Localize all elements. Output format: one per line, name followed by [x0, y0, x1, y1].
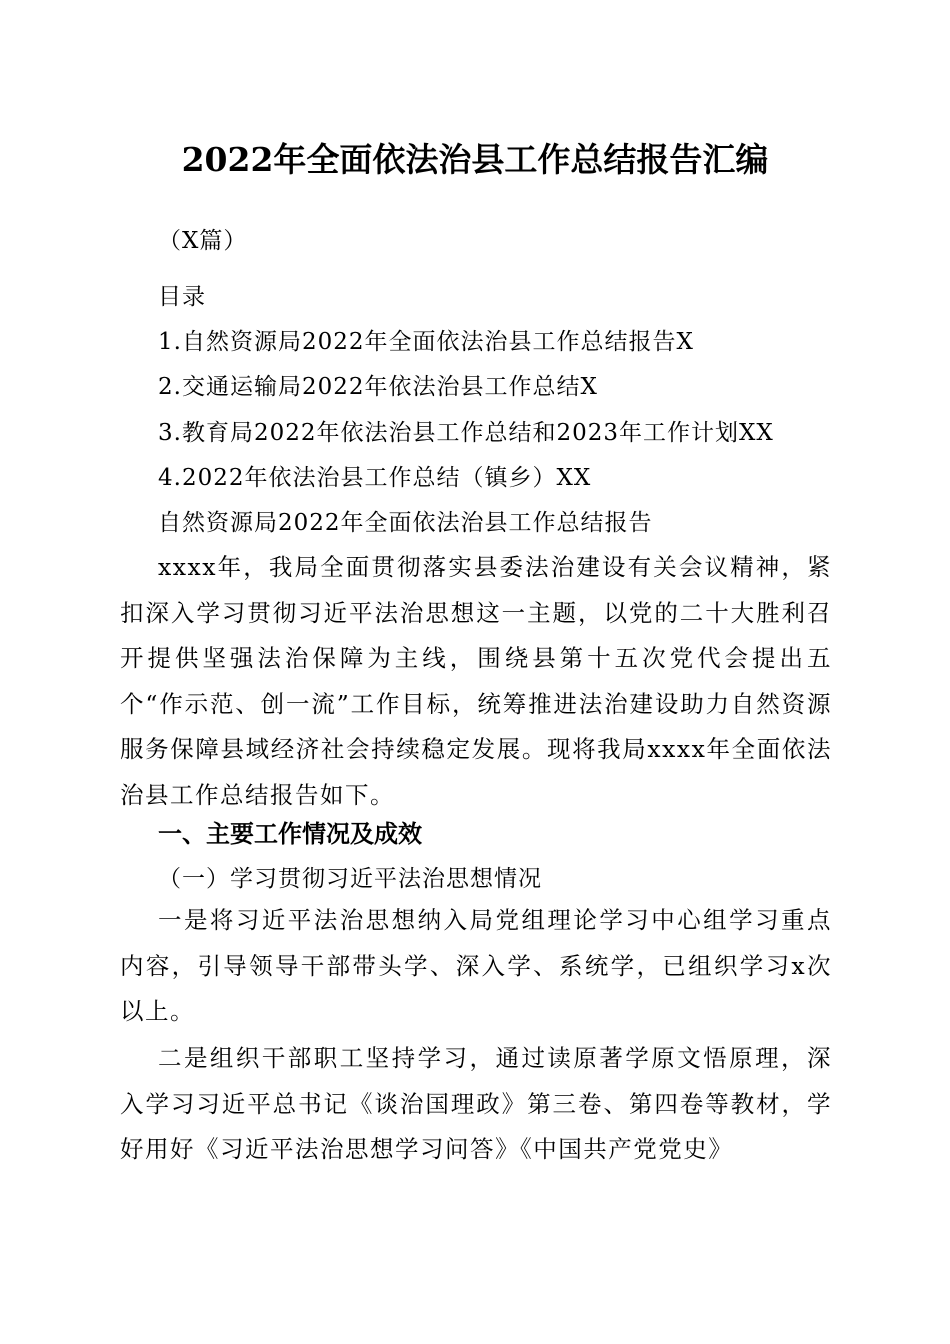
toc-item: 1.自然资源局2022年全面依法治县工作总结报告X [158, 329, 694, 355]
toc-label: 目录 [158, 284, 206, 310]
body-paragraph: 一是将习近平法治思想纳入局党组理论学习中心组学习重点内容，引导领导干部带头学、深入学、系统学，已组织学习x次以上。 [120, 906, 832, 1026]
toc-item: 4.2022年依法治县工作总结（镇乡）XX [158, 465, 592, 491]
heading-main-work: 一、主要工作情况及成效 [158, 820, 422, 848]
toc-item: 3.教育局2022年依法治县工作总结和2023年工作计划XX [158, 420, 774, 446]
body-paragraph: 二是组织干部职工坚持学习，通过读原著学原文悟原理，深入学习习近平总书记《谈治国理政》第三卷、第四卷等教材，学好用好《习近平法治思想学习问答》《中国共产党党史》 [120, 1044, 832, 1164]
toc-item: 2.交通运输局2022年依法治县工作总结X [158, 374, 598, 400]
section-title: 自然资源局2022年全面依法治县工作总结报告 [158, 510, 653, 536]
document-title: 2022年全面依法治县工作总结报告汇编 [181, 140, 769, 179]
count-note: （X篇） [158, 228, 248, 254]
intro-paragraph: xxxx年，我局全面贯彻落实县委法治建设有关会议精神，紧扣深入学习贯彻习近平法治思想这一主题，以党的二十大胜利召开提供坚强法治保障为主线，围绕县第十五次党代会提出五个“作示范、创一流”工作目标，统筹推进法治建设助力自然资源服务保障县域经济社会持续稳定发展。现将我局xxxx年全面依法治县工作总结报告如下。 [120, 553, 832, 809]
heading-study: （一）学习贯彻习近平法治思想情况 [158, 866, 542, 892]
